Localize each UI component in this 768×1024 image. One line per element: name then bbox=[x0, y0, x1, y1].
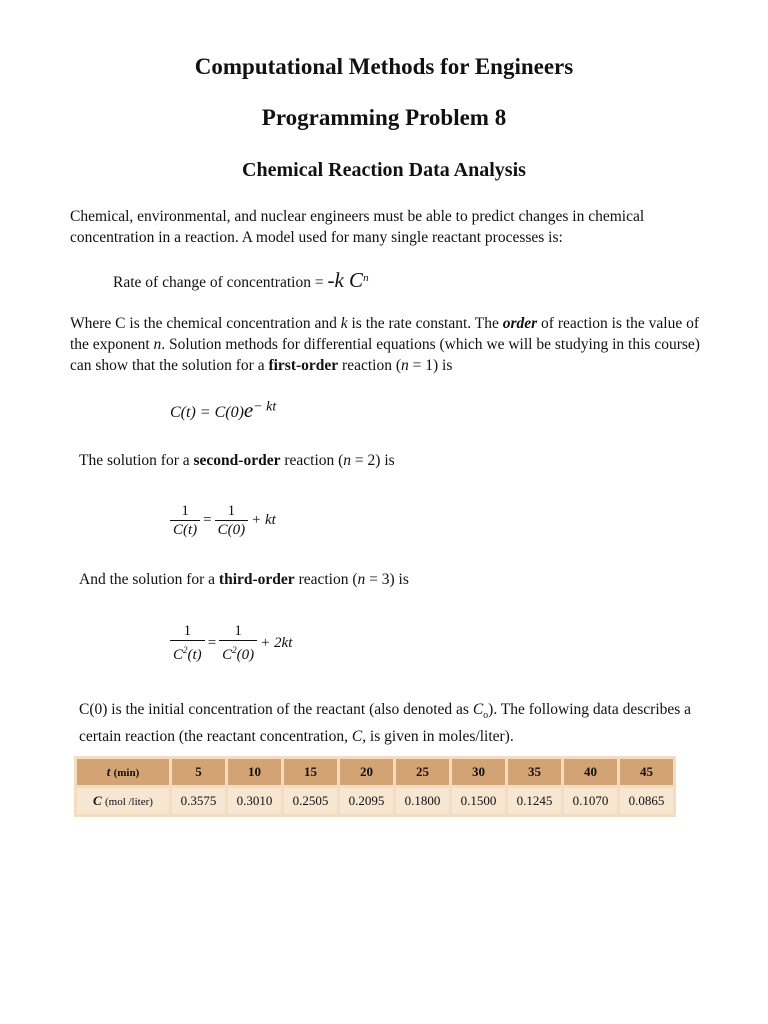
course-title: Computational Methods for Engineers bbox=[194, 54, 574, 79]
time-cell: 25 bbox=[396, 759, 449, 785]
eq2-num-right: 1 bbox=[227, 503, 236, 519]
third-text-3: = 3) is bbox=[365, 571, 409, 588]
eq3-num-right: 1 bbox=[234, 623, 242, 639]
rate-equation bbox=[113, 268, 369, 293]
eq2-tail: + kt bbox=[251, 512, 276, 528]
second-order-line bbox=[79, 452, 395, 470]
table-data-row bbox=[77, 788, 673, 814]
time-cell: 35 bbox=[508, 759, 561, 785]
c0-text-3: , is given in moles/liter). bbox=[362, 728, 514, 746]
time-cell: 10 bbox=[228, 759, 281, 785]
second-text-2: reaction ( bbox=[280, 452, 344, 469]
where-text-2: is the rate constant. The bbox=[347, 315, 503, 332]
time-cell: 5 bbox=[172, 759, 225, 785]
concentration-cell: 0.3010 bbox=[228, 788, 281, 814]
eq3-num-left: 1 bbox=[183, 623, 192, 639]
time-cell: 15 bbox=[284, 759, 337, 785]
second-text-3: = 2) is bbox=[351, 452, 395, 469]
c0-co: C bbox=[472, 701, 484, 718]
eq2-den-right: C(0) bbox=[215, 520, 249, 539]
third-text-2: reaction ( bbox=[294, 571, 358, 588]
eq3-tail: + 2kt bbox=[260, 634, 293, 651]
third-order-bold: third-order bbox=[218, 571, 295, 588]
time-cell: 30 bbox=[452, 759, 505, 785]
eq2-fraction-left bbox=[170, 502, 200, 539]
c0-paragraph bbox=[79, 699, 699, 747]
where-text-6: = 1) is bbox=[408, 357, 453, 374]
where-order: order bbox=[502, 315, 538, 332]
first-order-equation bbox=[170, 398, 276, 423]
time-cell: 40 bbox=[564, 759, 617, 785]
rate-label: Rate of change of concentration = bbox=[113, 274, 328, 291]
concentration-cell: 0.1070 bbox=[564, 788, 617, 814]
topic-title: Chemical Reaction Data Analysis bbox=[242, 159, 526, 181]
eq3-fraction-right bbox=[219, 622, 257, 664]
eq1-exponent: − kt bbox=[253, 399, 277, 415]
concentration-cell: 0.1800 bbox=[396, 788, 449, 814]
time-cell: 45 bbox=[620, 759, 673, 785]
where-n2: n bbox=[401, 357, 409, 374]
concentration-cell: 0.2505 bbox=[284, 788, 337, 814]
rate-n: n bbox=[363, 271, 369, 284]
where-text-3: of reaction is the value of the exponent bbox=[70, 315, 699, 353]
intro-paragraph: Chemical, environmental, and nuclear engineers must be able to predict changes in chemical concentration in a reaction. A model used for many single reactant processes is: bbox=[70, 208, 645, 246]
eq2-den-left: C(t) bbox=[170, 520, 200, 539]
third-text-1: And the solution for a bbox=[79, 571, 219, 588]
c0-co-sub: o bbox=[483, 710, 489, 722]
concentration-cell: 0.1500 bbox=[452, 788, 505, 814]
table-header-row bbox=[77, 759, 673, 785]
data-table-wrapper bbox=[74, 756, 676, 817]
where-text-4: . Solution methods for differential equations (which we will be studying in this course) can show that the solution for a bbox=[70, 336, 700, 374]
where-paragraph bbox=[70, 313, 710, 376]
second-text-1: The solution for a bbox=[79, 452, 194, 469]
where-k: k bbox=[340, 315, 348, 332]
eq1-e: e bbox=[243, 398, 254, 422]
third-n: n bbox=[357, 571, 366, 588]
second-order-bold: second-order bbox=[193, 452, 281, 469]
concentration-cell: 0.1245 bbox=[508, 788, 561, 814]
eq2-fraction-right bbox=[215, 502, 249, 539]
concentration-cell: 0.3575 bbox=[172, 788, 225, 814]
third-order-line bbox=[79, 571, 409, 589]
eq3-den-right: $C^2(0)$ bbox=[219, 640, 257, 664]
c0-text-2: ). The following data describes a certain reaction (the reactant concentration, bbox=[79, 701, 692, 746]
problem-title: Programming Problem 8 bbox=[261, 105, 507, 130]
second-order-equation bbox=[170, 502, 279, 539]
c0-text-1: C(0) is the initial concentration of the reactant (also denoted as bbox=[79, 701, 473, 718]
second-n: n bbox=[343, 452, 352, 469]
t-header-cell: t (min) bbox=[77, 759, 169, 785]
rate-neg-k: -k bbox=[327, 268, 344, 292]
c0-c: C bbox=[351, 728, 363, 746]
eq3-fraction-left bbox=[170, 622, 205, 664]
where-text-1: Where C is the chemical concentration and bbox=[70, 315, 341, 332]
eq3-den-left: $C^2(t)$ bbox=[170, 640, 205, 664]
data-table bbox=[74, 756, 676, 817]
eq2-num-left: 1 bbox=[181, 503, 189, 519]
where-text-5: reaction ( bbox=[338, 357, 401, 374]
where-first-order: first-order bbox=[268, 357, 339, 374]
eq2-equals: = bbox=[203, 512, 212, 528]
concentration-cell: 0.2095 bbox=[340, 788, 393, 814]
rate-c: C bbox=[349, 268, 364, 292]
third-order-equation bbox=[170, 622, 295, 664]
eq1-lhs: C(t) = C(0) bbox=[170, 404, 244, 421]
concentration-cell: 0.0865 bbox=[620, 788, 673, 814]
time-cell: 20 bbox=[340, 759, 393, 785]
where-n: n bbox=[153, 336, 162, 353]
c-header-cell: C (mol /liter) bbox=[77, 788, 169, 814]
eq3-equals: = bbox=[207, 634, 217, 651]
